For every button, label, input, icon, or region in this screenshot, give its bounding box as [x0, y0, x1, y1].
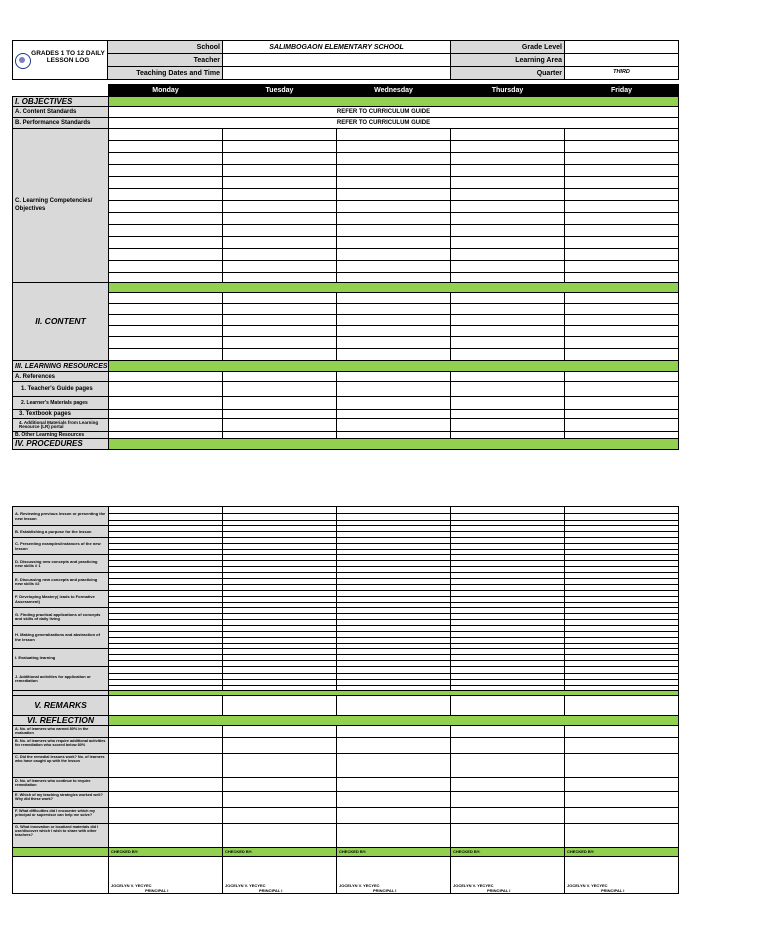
cell[interactable] [451, 177, 565, 189]
procedure-label: B. Establishing a purpose for the lesson [13, 526, 109, 538]
cell[interactable] [565, 201, 679, 213]
lesson-log-table-top [12, 84, 679, 450]
cell[interactable] [223, 261, 337, 273]
procedure-label: F. Developing Mastery( leads to Formative Assessment) [13, 591, 109, 608]
cell[interactable] [565, 237, 679, 249]
cell[interactable] [109, 514, 223, 521]
cell[interactable] [451, 696, 565, 716]
cell[interactable] [223, 754, 337, 778]
cell[interactable] [109, 432, 223, 439]
cell[interactable] [337, 304, 451, 315]
cell[interactable] [109, 419, 223, 432]
cell[interactable] [451, 189, 565, 201]
checked-by-label: CHECKED BY: [109, 848, 223, 857]
cell[interactable] [337, 249, 451, 261]
cell[interactable] [565, 349, 679, 361]
cell[interactable] [223, 337, 337, 349]
cell[interactable] [565, 213, 679, 225]
cell[interactable] [565, 778, 679, 792]
school-label: School [108, 41, 223, 54]
cell[interactable] [109, 808, 223, 824]
cell[interactable] [223, 667, 337, 674]
signatory-title: PRINCIPAL I [487, 888, 511, 894]
cell[interactable] [337, 213, 451, 225]
reflection-label: G. What innovation or localized materials did I use/discover which I wish to share with other teachers? [13, 824, 109, 848]
cell[interactable] [565, 382, 679, 397]
cell[interactable] [223, 419, 337, 432]
cell[interactable] [565, 726, 679, 738]
cell[interactable] [109, 315, 223, 326]
cell[interactable] [337, 189, 451, 201]
cell[interactable] [565, 189, 679, 201]
cell[interactable] [109, 326, 223, 337]
cell[interactable] [451, 419, 565, 432]
cell[interactable] [337, 824, 451, 848]
textbook-pages-label: 3. Textbook pages [13, 410, 109, 419]
resources-heading: III. LEARNING RESOURCES [13, 361, 109, 372]
cell[interactable] [565, 129, 679, 141]
cell[interactable] [223, 315, 337, 326]
cell[interactable] [565, 249, 679, 261]
cell[interactable] [109, 778, 223, 792]
procedure-label: A. Reviewing previous lesson or presenting the new lesson [13, 507, 109, 526]
lr-portal-label: 4. Additional Materials from Learning Resource (LR) portal [13, 419, 109, 432]
signatory-title: PRINCIPAL I [259, 888, 283, 894]
reflection-bar [109, 716, 679, 726]
cell[interactable] [337, 419, 451, 432]
cell[interactable] [223, 382, 337, 397]
checked-by-label: CHECKED BY: [337, 848, 451, 857]
cell[interactable] [337, 382, 451, 397]
cell[interactable] [223, 696, 337, 716]
cell[interactable] [565, 696, 679, 716]
reflection-label: B. No. of learners who require additional activities for remediation who scored below 80% [13, 738, 109, 754]
reflection-label: A. No. of learners who earned 80% in the evaluation [13, 726, 109, 738]
day-header-wednesday: Wednesday [337, 85, 451, 97]
cell[interactable] [337, 397, 451, 410]
cell[interactable] [337, 792, 451, 808]
signatory-name: JOCELYN V. YECYEC [567, 883, 608, 888]
teachers-guide-label: 1. Teacher's Guide pages [13, 382, 109, 397]
cell[interactable] [565, 372, 679, 382]
cell[interactable] [565, 165, 679, 177]
cell[interactable] [337, 754, 451, 778]
cell[interactable] [223, 129, 337, 141]
cell[interactable] [223, 808, 337, 824]
signatory-name: JOCELYN V. YECYEC [225, 883, 266, 888]
school-value: SALIMBOGAON ELEMENTARY SCHOOL [223, 41, 451, 54]
header-table [12, 40, 679, 80]
performance-standards-value: REFER TO CURRICULUM GUIDE [109, 118, 679, 129]
day-header-thursday: Thursday [451, 85, 565, 97]
cell[interactable] [451, 237, 565, 249]
cell[interactable] [451, 349, 565, 361]
cell[interactable] [337, 507, 451, 514]
signature-spacer [13, 857, 109, 894]
cell[interactable] [337, 141, 451, 153]
signatory-name: JOCELYN V. YECYEC [111, 883, 152, 888]
cell[interactable] [565, 225, 679, 237]
cell[interactable] [223, 293, 337, 304]
procedure-label: D. Discussing new concepts and practicing new skills # 1 [13, 555, 109, 573]
learning-area-value [565, 54, 679, 67]
cell[interactable] [223, 165, 337, 177]
learning-area-label: Learning Area [451, 54, 565, 67]
cell[interactable] [565, 738, 679, 754]
signature-cell [109, 857, 223, 894]
cell[interactable] [337, 273, 451, 283]
signatory-title: PRINCIPAL I [373, 888, 397, 894]
cell[interactable] [337, 225, 451, 237]
signatory-name: JOCELYN V. YECYEC [453, 883, 494, 888]
cell[interactable] [109, 189, 223, 201]
cell[interactable] [337, 326, 451, 337]
cell[interactable] [337, 410, 451, 419]
cell[interactable] [565, 792, 679, 808]
cell[interactable] [451, 792, 565, 808]
cell[interactable] [109, 667, 223, 674]
teacher-value [223, 54, 451, 67]
cell[interactable] [337, 514, 451, 521]
cell[interactable] [109, 304, 223, 315]
log-title-cell [13, 41, 108, 80]
cell[interactable] [223, 397, 337, 410]
cell[interactable] [451, 315, 565, 326]
procedure-label: C. Presenting examples/instances of the new lesson [13, 538, 109, 555]
cell[interactable] [223, 304, 337, 315]
cell[interactable] [109, 177, 223, 189]
content-standards-label: A. Content Standards [13, 107, 109, 118]
cell[interactable] [109, 213, 223, 225]
cell[interactable] [223, 189, 337, 201]
cell[interactable] [451, 824, 565, 848]
reflection-label: F. What difficulties did I encounter which my principal or supervisor can help me solve? [13, 808, 109, 824]
cell[interactable] [109, 237, 223, 249]
reflection-label: C. Did the remedial lessons work? No. of learners who have caught up with the lesson [13, 754, 109, 778]
dates-value [223, 67, 451, 80]
content-heading: II. CONTENT [13, 283, 109, 361]
cell[interactable] [451, 808, 565, 824]
deped-logo-icon [15, 53, 31, 69]
cell[interactable] [451, 410, 565, 419]
cell[interactable] [565, 326, 679, 337]
cell[interactable] [565, 315, 679, 326]
cell[interactable] [223, 507, 337, 514]
cell[interactable] [223, 237, 337, 249]
teacher-label: Teacher [108, 54, 223, 67]
cell[interactable] [451, 293, 565, 304]
cell[interactable] [223, 410, 337, 419]
cell[interactable] [565, 304, 679, 315]
procedure-label: E. Discussing new concepts and practicing new skills #2 [13, 573, 109, 591]
cell[interactable] [223, 514, 337, 521]
procedure-label: H. Making generalizations and abstraction of the lesson [13, 626, 109, 649]
cell[interactable] [109, 225, 223, 237]
cell[interactable] [109, 349, 223, 361]
resources-bar [109, 361, 679, 372]
cell[interactable] [223, 738, 337, 754]
cell[interactable] [337, 129, 451, 141]
cell[interactable] [223, 153, 337, 165]
cell[interactable] [109, 201, 223, 213]
procedure-label: J. Additional activities for application or remediation [13, 667, 109, 691]
cell[interactable] [451, 304, 565, 315]
cell[interactable] [451, 738, 565, 754]
cell[interactable] [565, 293, 679, 304]
day-header-tuesday: Tuesday [223, 85, 337, 97]
checked-by-label: CHECKED BY: [451, 848, 565, 857]
cell[interactable] [337, 177, 451, 189]
cell[interactable] [565, 514, 679, 521]
checked-by-label: CHECKED BY: [223, 848, 337, 857]
cell[interactable] [451, 432, 565, 439]
signatory-title: PRINCIPAL I [601, 888, 625, 894]
cell[interactable] [451, 249, 565, 261]
signature-cell [451, 857, 565, 894]
cell[interactable] [565, 419, 679, 432]
grade-level-value [565, 41, 679, 54]
cell[interactable] [223, 792, 337, 808]
cell[interactable] [565, 153, 679, 165]
day-header-monday: Monday [109, 85, 223, 97]
cell[interactable] [109, 726, 223, 738]
cell[interactable] [223, 778, 337, 792]
checked-label-spacer [13, 848, 109, 857]
cell[interactable] [337, 738, 451, 754]
objectives-bar [109, 97, 679, 107]
cell[interactable] [565, 808, 679, 824]
procedure-label: I. Evaluating learning [13, 649, 109, 667]
cell[interactable] [223, 177, 337, 189]
signature-cell [223, 857, 337, 894]
cell[interactable] [109, 397, 223, 410]
lesson-log-table-bottom [12, 506, 679, 894]
reflection-label: D. No. of learners who continue to require remediation [13, 778, 109, 792]
cell[interactable] [337, 778, 451, 792]
cell[interactable] [451, 754, 565, 778]
cell[interactable] [223, 326, 337, 337]
cell[interactable] [109, 249, 223, 261]
remarks-heading: V. REMARKS [13, 696, 109, 716]
cell[interactable] [109, 696, 223, 716]
cell[interactable] [109, 824, 223, 848]
cell[interactable] [223, 213, 337, 225]
cell[interactable] [109, 293, 223, 304]
content-standards-value: REFER TO CURRICULUM GUIDE [109, 107, 679, 118]
quarter-value: THIRD [565, 67, 679, 80]
cell[interactable] [337, 349, 451, 361]
cell[interactable] [109, 382, 223, 397]
cell[interactable] [451, 507, 565, 514]
cell[interactable] [223, 141, 337, 153]
signature-cell [565, 857, 679, 894]
cell[interactable] [451, 261, 565, 273]
reflection-label: E. Which of my teaching strategies worked well? Why did these work? [13, 792, 109, 808]
cell[interactable] [337, 293, 451, 304]
cell[interactable] [337, 667, 451, 674]
cell[interactable] [337, 261, 451, 273]
cell[interactable] [109, 792, 223, 808]
cell[interactable] [223, 726, 337, 738]
cell[interactable] [565, 507, 679, 514]
cell[interactable] [565, 824, 679, 848]
cell[interactable] [337, 726, 451, 738]
cell[interactable] [565, 273, 679, 283]
reflection-heading: VI. REFLECTION [13, 716, 109, 726]
cell[interactable] [337, 153, 451, 165]
cell[interactable] [223, 273, 337, 283]
cell[interactable] [451, 153, 565, 165]
cell[interactable] [109, 507, 223, 514]
cell[interactable] [565, 410, 679, 419]
cell[interactable] [451, 726, 565, 738]
procedures-heading: IV. PROCEDURES [13, 439, 109, 450]
cell[interactable] [451, 372, 565, 382]
references-label: A. References [13, 372, 109, 382]
signatory-title: PRINCIPAL I [145, 888, 169, 894]
cell[interactable] [223, 249, 337, 261]
cell[interactable] [109, 141, 223, 153]
cell[interactable] [565, 397, 679, 410]
cell[interactable] [337, 337, 451, 349]
cell[interactable] [451, 337, 565, 349]
cell[interactable] [451, 165, 565, 177]
cell[interactable] [565, 432, 679, 439]
performance-standards-label: B. Performance Standards [13, 118, 109, 129]
cell[interactable] [223, 349, 337, 361]
cell[interactable] [565, 337, 679, 349]
grade-level-label: Grade Level [451, 41, 565, 54]
cell[interactable] [109, 372, 223, 382]
cell[interactable] [109, 754, 223, 778]
procedure-label: G. Finding practical applications of concepts and skills of daily living [13, 608, 109, 626]
cell[interactable] [109, 410, 223, 419]
cell[interactable] [565, 261, 679, 273]
procedures-bar [109, 439, 679, 450]
learning-competencies-label: C. Learning Competencies/ Objectives [13, 129, 109, 283]
cell[interactable] [337, 237, 451, 249]
quarter-label: Quarter [451, 67, 565, 80]
cell[interactable] [565, 667, 679, 674]
cell[interactable] [337, 372, 451, 382]
signature-cell [337, 857, 451, 894]
cell[interactable] [109, 153, 223, 165]
cell[interactable] [451, 667, 565, 674]
signatory-name: JOCELYN V. YECYEC [339, 883, 380, 888]
cell[interactable] [337, 432, 451, 439]
cell[interactable] [451, 129, 565, 141]
cell[interactable] [109, 273, 223, 283]
cell[interactable] [451, 273, 565, 283]
cell[interactable] [337, 696, 451, 716]
cell[interactable] [223, 824, 337, 848]
cell[interactable] [223, 201, 337, 213]
cell[interactable] [451, 213, 565, 225]
objectives-heading: I. OBJECTIVES [13, 97, 109, 107]
checked-by-label: CHECKED BY: [565, 848, 679, 857]
cell[interactable] [109, 165, 223, 177]
cell[interactable] [109, 129, 223, 141]
cell[interactable] [565, 177, 679, 189]
other-resources-label: B. Other Learning Resources [13, 432, 109, 439]
cell[interactable] [109, 261, 223, 273]
cell[interactable] [109, 738, 223, 754]
cell[interactable] [337, 808, 451, 824]
cell[interactable] [337, 201, 451, 213]
cell[interactable] [451, 141, 565, 153]
cell[interactable] [565, 754, 679, 778]
cell[interactable] [109, 337, 223, 349]
cell[interactable] [565, 141, 679, 153]
cell[interactable] [337, 165, 451, 177]
content-bar [109, 283, 679, 293]
cell[interactable] [451, 778, 565, 792]
day-header-friday: Friday [565, 85, 679, 97]
learners-materials-label: 2. Learner's Materials pages [13, 397, 109, 410]
cell[interactable] [451, 326, 565, 337]
dates-label: Teaching Dates and Time [108, 67, 223, 80]
cell[interactable] [337, 315, 451, 326]
cell[interactable] [223, 432, 337, 439]
cell[interactable] [451, 225, 565, 237]
cell[interactable] [451, 514, 565, 521]
cell[interactable] [451, 201, 565, 213]
cell[interactable] [451, 382, 565, 397]
cell[interactable] [223, 225, 337, 237]
log-title: GRADES 1 TO 12 DAILY LESSON LOG [31, 50, 105, 64]
cell[interactable] [451, 397, 565, 410]
cell[interactable] [223, 372, 337, 382]
